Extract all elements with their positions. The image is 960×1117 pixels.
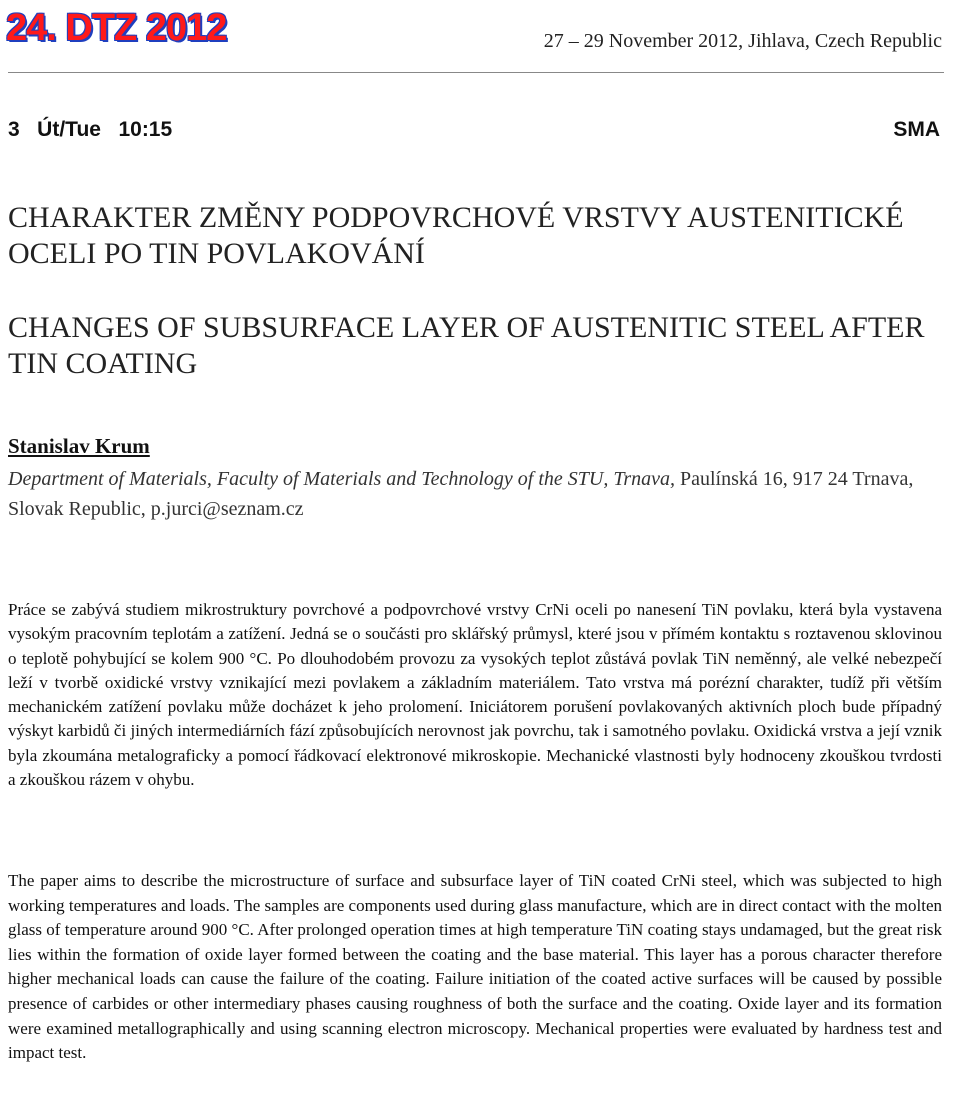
session-code: 3 Út/Tue 10:15 bbox=[8, 118, 173, 141]
abstract-czech: Práce se zabývá studiem mikrostruktury povrchové a podpovrchové vrstvy CrNi oceli po nanesení TiN povlaku, která byla vystavena vysokým pracovním teplotám a zatížení. Jedná se o součásti pro sklářský průmysl, které jsou v přímém kontaktu s roztavenou sklovinou o teplotě pohybující se kolem 900 °C. Po dlouhodobém provozu za vysokých teplot zůstává povlak TiN neměnný, ale velké nebezpečí leží v tvorbě oxidické vrstvy vznikající mezi povlakem a základním materiálem. Tato vrstva má porézní charakter, tudíž při větším mechanickém zatížení povlaku může docházet k jeho prolomení. Iniciátorem porušení povlakovaných aktivních ploch bude případný výskyt karbidů či jiných intermediárních fází způsobujících nerovnost jak povrchu, tak i samotného povlaku. Oxidická vrstva a její vznik byla zkoumána metalograficky a pomocí řádkovací elektronové mikroskopie. Mechanické vlastnosti byly hodnoceny zkouškou tvrdosti a zkouškou rázem v ohybu. bbox=[8, 600, 942, 790]
affiliation-address: Paulínská 16, 917 24 Trnava, Slovak Republic, p.jurci@seznam.cz bbox=[8, 468, 914, 520]
header-divider bbox=[8, 72, 944, 73]
author-name: Stanislav Krum bbox=[8, 434, 150, 458]
abstract-english: The paper aims to describe the microstructure of surface and subsurface layer of TiN coated CrNi steel, which was subjected to high working temperatures and loads. The samples are components used during glass manufacture, which are in direct contact with the molten glass of temperature around 900 °C. After prolonged operation times at high temperature TiN coating stays undamaged, but the great risk lies within the formation of oxide layer formed between the coating and the base material. This layer has a porous character therefore higher mechanical loads can cause the failure of the coating. Failure initiation of the coated active surfaces will be caused by possible presence of carbides or other intermediary phases causing roughness of both the surface and the coating. Oxide layer and its formation were examined metallographically and using scanning electron microscopy. Mechanical properties were evaluated by hardness test and impact test. bbox=[8, 871, 942, 1063]
affiliation-department: Department of Materials, Faculty of Materials and Technology of the STU, Trnava, bbox=[8, 468, 675, 490]
author-affiliation bbox=[8, 464, 948, 524]
conference-logo: 24. DTZ 2012 bbox=[6, 7, 227, 49]
page-header bbox=[0, 0, 960, 72]
paper-title-czech: CHARAKTER ZMĚNY PODPOVRCHOVÉ VRSTVY AUSTENITICKÉ OCELI PO TIN POVLAKOVÁNÍ bbox=[8, 201, 904, 270]
conference-date-place: 27 – 29 November 2012, Jihlava, Czech Republic bbox=[543, 30, 942, 52]
paper-title-english: CHANGES OF SUBSURFACE LAYER OF AUSTENITIC STEEL AFTER TIN COATING bbox=[8, 311, 925, 380]
session-track: SMA bbox=[893, 118, 940, 141]
